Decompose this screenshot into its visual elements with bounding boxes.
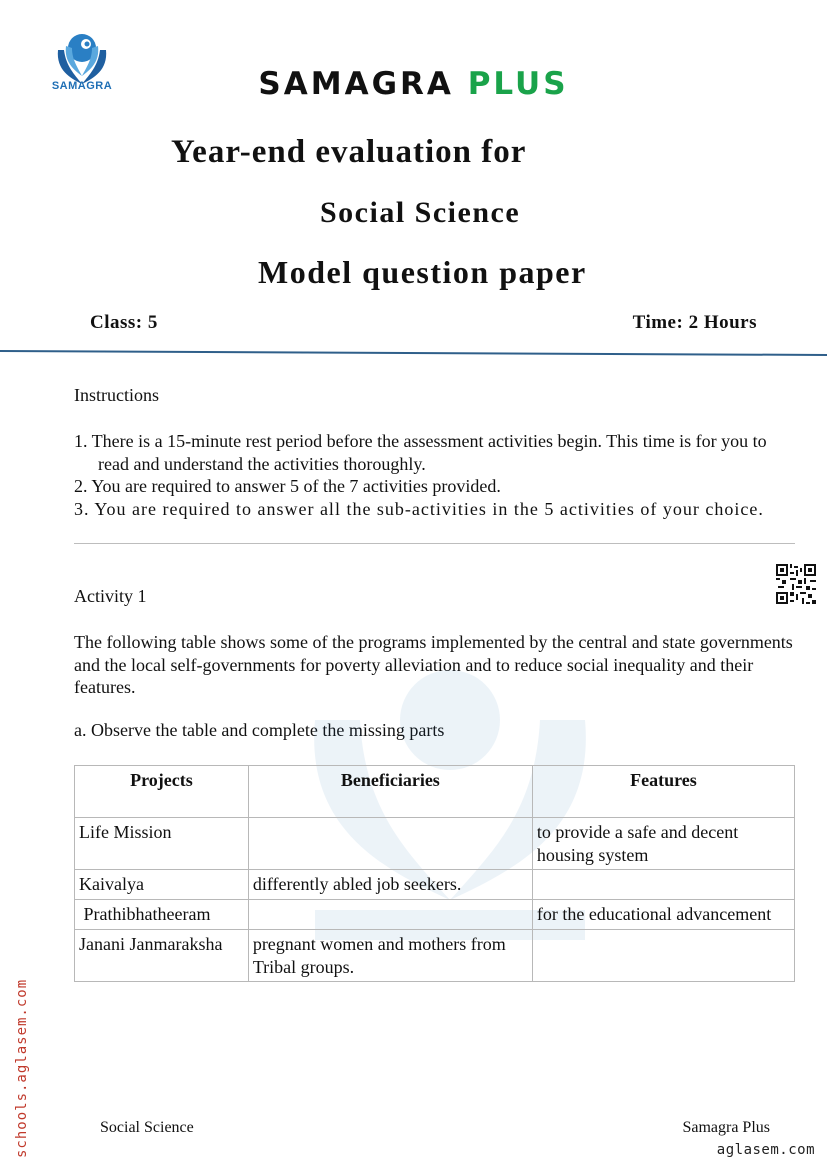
header-features: Features (532, 766, 794, 818)
table-row (75, 870, 795, 900)
programs-table (74, 765, 795, 982)
header-divider (0, 348, 827, 358)
cell-features: for the educational advancement (532, 900, 794, 930)
brand-word-samagra: SAMAGRA (258, 66, 454, 102)
title-line-2: Social Science (320, 196, 521, 229)
qr-code-icon (776, 564, 816, 604)
instruction-item: 3. You are required to answer all the sub-activities in the 5 activities of your choice. (74, 498, 764, 519)
brand-word-plus: PLUS (467, 66, 569, 102)
corner-watermark-url: aglasem.com (716, 1142, 815, 1158)
cell-features (532, 930, 794, 982)
cell-beneficiaries: differently abled job seekers. (248, 870, 532, 900)
cell-project: Prathibhatheeram (75, 900, 249, 930)
activity-heading: Activity 1 (74, 586, 147, 606)
cell-project: Life Mission (75, 818, 249, 870)
table-row (75, 818, 795, 870)
table-header-row (75, 766, 795, 818)
logo-text: SAMAGRA (51, 80, 113, 92)
footer-subject: Social Science (100, 1119, 194, 1136)
title-line-1: Year-end evaluation for (171, 134, 527, 170)
cell-features: to provide a safe and decent housing system (532, 818, 794, 870)
instruction-item: 2. You are required to answer 5 of the 7 activities provided. (74, 476, 501, 496)
instructions-divider (74, 543, 795, 544)
cell-beneficiaries (248, 900, 532, 930)
header-projects: Projects (75, 766, 249, 818)
cell-beneficiaries (248, 818, 532, 870)
cell-features (532, 870, 794, 900)
header-beneficiaries: Beneficiaries (248, 766, 532, 818)
question-a: a. Observe the table and complete the missing parts (74, 720, 445, 740)
cell-project: Janani Janmaraksha (75, 930, 249, 982)
title-line-3: Model question paper (258, 254, 587, 290)
instructions-heading: Instructions (74, 385, 159, 405)
cell-beneficiaries: pregnant women and mothers from Tribal groups. (248, 930, 532, 982)
brand-title (0, 66, 827, 102)
table-row (75, 900, 795, 930)
activity-description: The following table shows some of the programs implemented by the central and state governments and the local self-governments for poverty alleviation and to reduce social inequality and their features. (74, 632, 793, 697)
time-label: Time: 2 Hours (632, 312, 757, 333)
table-row (75, 930, 795, 982)
class-label: Class: 5 (90, 312, 158, 333)
cell-project: Kaivalya (75, 870, 249, 900)
instruction-item: 1. There is a 15-minute rest period before the assessment activities begin. This time is for you to read and understand the activities thoroughly. (74, 431, 767, 474)
footer-publisher: Samagra Plus (682, 1119, 770, 1136)
side-watermark-url: schools.aglasem.com (14, 978, 30, 1158)
instructions-list (74, 430, 774, 520)
